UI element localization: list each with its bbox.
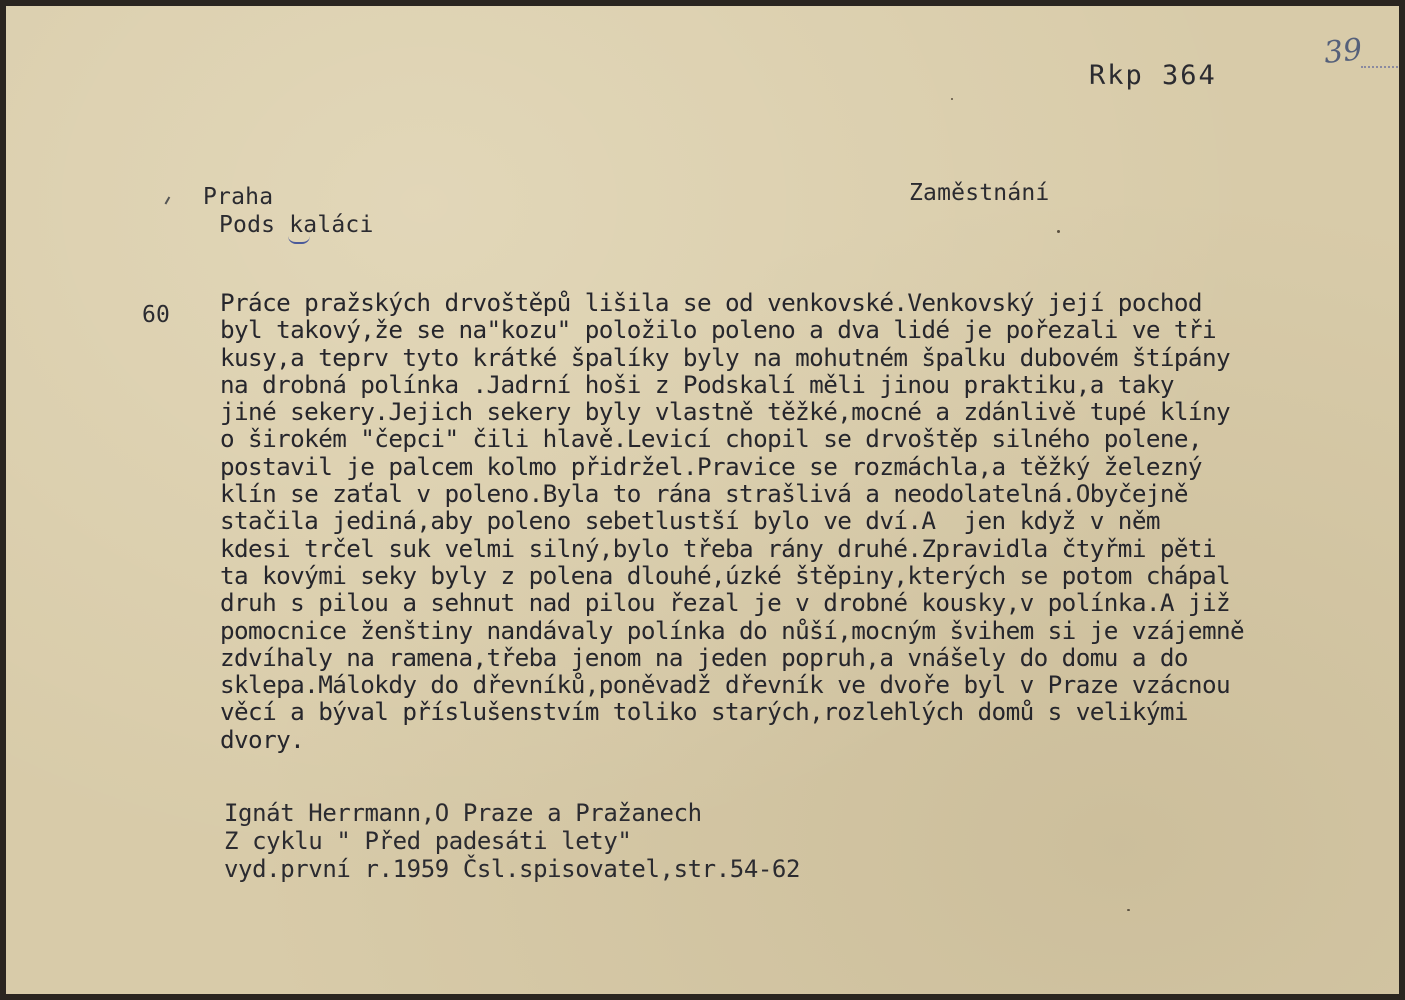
body-line: zdvíhaly na ramena,třeba jenom na jeden popruh,a vnášely do domu a do (220, 642, 1188, 672)
body-line: Práce pražských drvoštěpů lišila se od venkovské.Venkovský její pochod (220, 288, 1202, 317)
paper-speck (1057, 230, 1060, 233)
body-text (220, 289, 1244, 753)
pencil-mark (1361, 66, 1401, 69)
body-line: dvory. (220, 724, 305, 754)
catalog-number: Rkp 364 (1089, 60, 1217, 91)
correction-mark (288, 236, 310, 244)
body-line: stačila jediná,aby poleno sebetlustší bylo ve dví.A jen když v něm (220, 506, 1160, 536)
body-line: o širokém "čepci" čili hlavě.Levicí chopil se drvoštěp silného polene, (220, 424, 1202, 454)
body-line: věcí a býval příslušenstvím toliko starých,rozlehlých domů s velikými (220, 697, 1188, 727)
source-line: vyd.první r.1959 Čsl.spisovatel,str.54-62 (224, 855, 801, 883)
body-line: kdesi trčel suk velmi silný,bylo třeba rány druhé.Zpravidla čtyřmi pěti (220, 533, 1216, 563)
body-line: postavil je palcem kolmo přidržel.Pravice se rozmáchla,a těžký železný (220, 451, 1202, 481)
body-line: pomocnice ženštiny nandávaly polínka do nůší,mocným švihem si je vzájemně (220, 615, 1245, 645)
body-line: druh s pilou a sehnut nad pilou řezal je v drobné kousky,v polínka.A již (220, 588, 1231, 618)
body-line: klín se zaťal v poleno.Byla to rána strašlivá a neodolatelná.Obyčejně (220, 479, 1188, 509)
body-line: kusy,a teprv tyto krátké špalíky byly na mohutném špalku dubovém štípány (220, 342, 1231, 372)
place-name: Praha (203, 184, 274, 210)
body-line: ta kovými seky byly z polena dlouhé,úzké štěpiny,kterých se potom chápal (220, 560, 1231, 590)
body-line: byl takový,že se na"kozu" položilo poleno a dva lidé je pořezali ve tři (220, 315, 1216, 345)
source-line: Z cyklu " Před padesáti lety" (224, 827, 632, 855)
paper-speck (1127, 909, 1130, 911)
handwritten-page-number: 39 (1322, 32, 1364, 71)
paper-speck (1399, 518, 1402, 521)
body-line: na drobná polínka .Jadrní hoši z Podskalí měli jinou praktiku,a taky (220, 369, 1174, 399)
source-citation (224, 799, 800, 883)
paper-speck (951, 98, 953, 100)
tick-mark (165, 197, 176, 208)
topic-heading: Zaměstnání (909, 180, 1050, 206)
entry-number: 60 (142, 302, 171, 328)
body-line: sklepa.Málokdy do dřevníků,poněvadž dřevník ve dvoře byl v Praze vzácnou (220, 670, 1231, 700)
source-line: Ignát Herrmann,O Praze a Pražanech (224, 799, 702, 827)
body-line: jiné sekery.Jejich sekery byly vlastně těžké,mocné a zdánlivě tupé klíny (220, 397, 1231, 427)
subplace-name: Pods kaláci (219, 212, 374, 238)
